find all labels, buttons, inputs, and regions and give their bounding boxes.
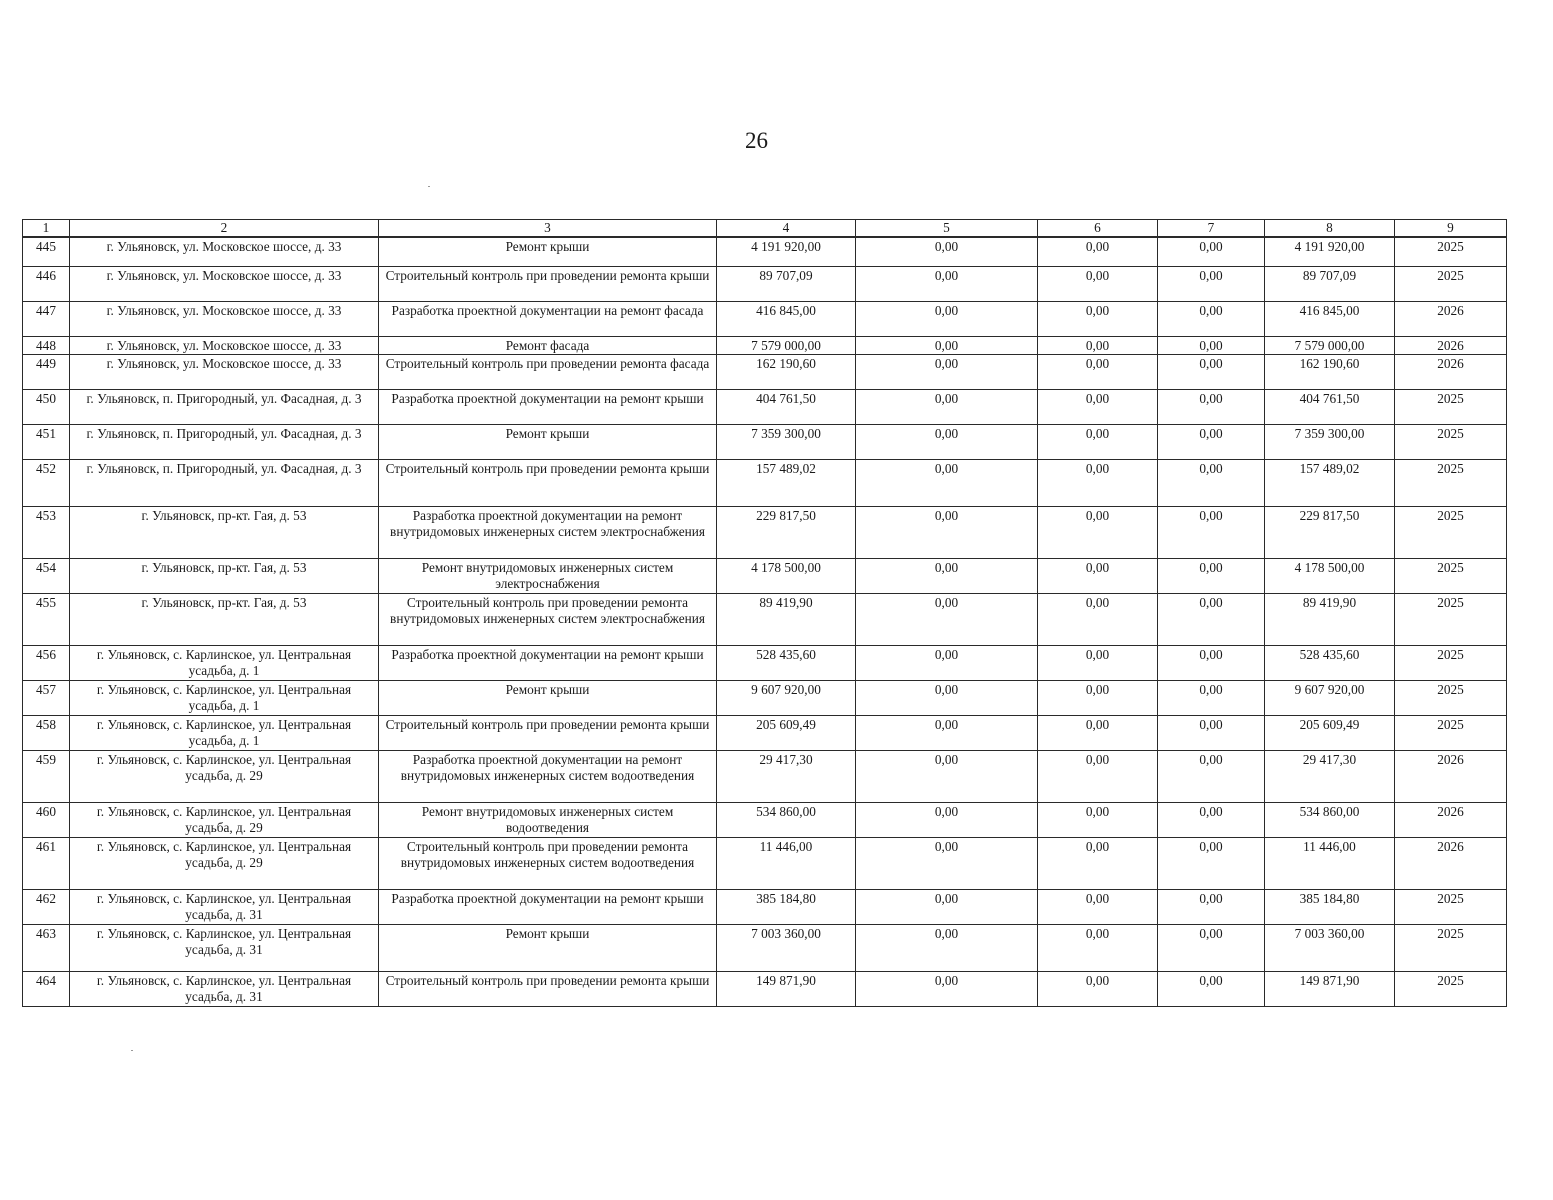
year-cell: 2026 (1395, 837, 1507, 889)
registry-table (22, 219, 1507, 1007)
amount-cell: 0,00 (856, 750, 1038, 802)
table-row (23, 301, 1507, 336)
address-cell: г. Ульяновск, с. Карлинское, ул. Центральная усадьба, д. 1 (70, 680, 379, 715)
year-cell: 2025 (1395, 506, 1507, 558)
table-row (23, 715, 1507, 750)
amount-cell: 0,00 (1158, 301, 1265, 336)
amount-cell: 0,00 (1038, 971, 1158, 1006)
amount-cell: 4 191 920,00 (717, 237, 856, 266)
amount-cell: 0,00 (1038, 389, 1158, 424)
year-cell: 2025 (1395, 645, 1507, 680)
amount-cell: 0,00 (1038, 558, 1158, 593)
column-header: 7 (1158, 220, 1265, 238)
work-type-cell: Строительный контроль при проведении ремонта крыши (379, 266, 717, 301)
row-number: 452 (23, 459, 70, 506)
work-type-cell: Строительный контроль при проведении ремонта внутридомовых инженерных систем водоотведения (379, 837, 717, 889)
amount-cell: 0,00 (1038, 237, 1158, 266)
address-cell: г. Ульяновск, ул. Московское шоссе, д. 33 (70, 336, 379, 354)
total-amount-cell: 89 419,90 (1265, 593, 1395, 645)
amount-cell: 0,00 (1158, 680, 1265, 715)
row-number: 456 (23, 645, 70, 680)
row-number: 458 (23, 715, 70, 750)
amount-cell: 0,00 (856, 237, 1038, 266)
work-type-cell: Ремонт крыши (379, 924, 717, 971)
amount-cell: 0,00 (1038, 459, 1158, 506)
column-header: 1 (23, 220, 70, 238)
amount-cell: 0,00 (1158, 389, 1265, 424)
amount-cell: 0,00 (1158, 354, 1265, 389)
table-header (23, 220, 1507, 238)
amount-cell: 0,00 (1158, 459, 1265, 506)
work-type-cell: Строительный контроль при проведении ремонта крыши (379, 971, 717, 1006)
amount-cell: 0,00 (856, 459, 1038, 506)
amount-cell: 0,00 (856, 389, 1038, 424)
table-row (23, 837, 1507, 889)
year-cell: 2026 (1395, 750, 1507, 802)
amount-cell: 0,00 (1038, 593, 1158, 645)
amount-cell: 0,00 (1158, 558, 1265, 593)
address-cell: г. Ульяновск, с. Карлинское, ул. Центральная усадьба, д. 1 (70, 715, 379, 750)
address-cell: г. Ульяновск, с. Карлинское, ул. Центральная усадьба, д. 31 (70, 924, 379, 971)
page-number: 26 (745, 128, 768, 153)
amount-cell: 0,00 (1158, 837, 1265, 889)
address-cell: г. Ульяновск, п. Пригородный, ул. Фасадная, д. 3 (70, 389, 379, 424)
work-type-cell: Разработка проектной документации на ремонт внутридомовых инженерных систем водоотведения (379, 750, 717, 802)
table-row (23, 645, 1507, 680)
amount-cell: 0,00 (856, 837, 1038, 889)
address-cell: г. Ульяновск, ул. Московское шоссе, д. 33 (70, 237, 379, 266)
total-amount-cell: 534 860,00 (1265, 802, 1395, 837)
amount-cell: 0,00 (1158, 750, 1265, 802)
year-cell: 2025 (1395, 889, 1507, 924)
amount-cell: 0,00 (1038, 424, 1158, 459)
amount-cell: 0,00 (1038, 715, 1158, 750)
total-amount-cell: 7 359 300,00 (1265, 424, 1395, 459)
work-type-cell: Разработка проектной документации на ремонт фасада (379, 301, 717, 336)
amount-cell: 4 178 500,00 (717, 558, 856, 593)
total-amount-cell: 7 579 000,00 (1265, 336, 1395, 354)
year-cell: 2026 (1395, 336, 1507, 354)
year-cell: 2025 (1395, 593, 1507, 645)
work-type-cell: Ремонт крыши (379, 424, 717, 459)
address-cell: г. Ульяновск, п. Пригородный, ул. Фасадная, д. 3 (70, 424, 379, 459)
amount-cell: 0,00 (856, 924, 1038, 971)
amount-cell: 0,00 (1158, 424, 1265, 459)
row-number: 450 (23, 389, 70, 424)
column-header: 5 (856, 220, 1038, 238)
amount-cell: 0,00 (856, 889, 1038, 924)
amount-cell: 0,00 (856, 506, 1038, 558)
table-row (23, 593, 1507, 645)
work-type-cell: Разработка проектной документации на ремонт внутридомовых инженерных систем электроснабжения (379, 506, 717, 558)
work-type-cell: Ремонт внутридомовых инженерных систем электроснабжения (379, 558, 717, 593)
row-number: 445 (23, 237, 70, 266)
row-number: 457 (23, 680, 70, 715)
amount-cell: 0,00 (1158, 802, 1265, 837)
total-amount-cell: 157 489,02 (1265, 459, 1395, 506)
amount-cell: 157 489,02 (717, 459, 856, 506)
amount-cell: 0,00 (856, 336, 1038, 354)
address-cell: г. Ульяновск, п. Пригородный, ул. Фасадная, д. 3 (70, 459, 379, 506)
address-cell: г. Ульяновск, ул. Московское шоссе, д. 33 (70, 354, 379, 389)
scan-speck (131, 1050, 133, 1051)
row-number: 447 (23, 301, 70, 336)
amount-cell: 0,00 (856, 645, 1038, 680)
year-cell: 2025 (1395, 971, 1507, 1006)
table-row (23, 889, 1507, 924)
address-cell: г. Ульяновск, с. Карлинское, ул. Центральная усадьба, д. 29 (70, 802, 379, 837)
amount-cell: 0,00 (856, 971, 1038, 1006)
table-row (23, 506, 1507, 558)
total-amount-cell: 528 435,60 (1265, 645, 1395, 680)
table-row (23, 924, 1507, 971)
work-type-cell: Разработка проектной документации на ремонт крыши (379, 889, 717, 924)
amount-cell: 0,00 (1038, 924, 1158, 971)
total-amount-cell: 11 446,00 (1265, 837, 1395, 889)
work-type-cell: Разработка проектной документации на ремонт крыши (379, 645, 717, 680)
row-number: 460 (23, 802, 70, 837)
work-type-cell: Разработка проектной документации на ремонт крыши (379, 389, 717, 424)
year-cell: 2026 (1395, 802, 1507, 837)
amount-cell: 205 609,49 (717, 715, 856, 750)
total-amount-cell: 385 184,80 (1265, 889, 1395, 924)
row-number: 446 (23, 266, 70, 301)
row-number: 464 (23, 971, 70, 1006)
table-row (23, 558, 1507, 593)
year-cell: 2025 (1395, 237, 1507, 266)
work-type-cell: Строительный контроль при проведении ремонта крыши (379, 715, 717, 750)
row-number: 459 (23, 750, 70, 802)
year-cell: 2026 (1395, 301, 1507, 336)
column-header: 8 (1265, 220, 1395, 238)
amount-cell: 0,00 (1038, 506, 1158, 558)
amount-cell: 0,00 (1158, 645, 1265, 680)
amount-cell: 7 579 000,00 (717, 336, 856, 354)
amount-cell: 0,00 (1038, 336, 1158, 354)
address-cell: г. Ульяновск, с. Карлинское, ул. Центральная усадьба, д. 29 (70, 837, 379, 889)
amount-cell: 89 707,09 (717, 266, 856, 301)
work-type-cell: Строительный контроль при проведении ремонта крыши (379, 459, 717, 506)
amount-cell: 0,00 (856, 802, 1038, 837)
year-cell: 2025 (1395, 459, 1507, 506)
total-amount-cell: 4 178 500,00 (1265, 558, 1395, 593)
table-row (23, 354, 1507, 389)
year-cell: 2025 (1395, 924, 1507, 971)
amount-cell: 528 435,60 (717, 645, 856, 680)
table-row (23, 802, 1507, 837)
row-number: 463 (23, 924, 70, 971)
column-header: 2 (70, 220, 379, 238)
address-cell: г. Ульяновск, с. Карлинское, ул. Центральная усадьба, д. 29 (70, 750, 379, 802)
amount-cell: 0,00 (1158, 593, 1265, 645)
amount-cell: 0,00 (1038, 837, 1158, 889)
amount-cell: 0,00 (1038, 889, 1158, 924)
row-number: 451 (23, 424, 70, 459)
amount-cell: 404 761,50 (717, 389, 856, 424)
table-row (23, 336, 1507, 354)
amount-cell: 0,00 (1158, 266, 1265, 301)
total-amount-cell: 4 191 920,00 (1265, 237, 1395, 266)
amount-cell: 0,00 (1158, 971, 1265, 1006)
year-cell: 2025 (1395, 715, 1507, 750)
row-number: 461 (23, 837, 70, 889)
amount-cell: 0,00 (1038, 680, 1158, 715)
column-header: 6 (1038, 220, 1158, 238)
address-cell: г. Ульяновск, ул. Московское шоссе, д. 33 (70, 301, 379, 336)
total-amount-cell: 416 845,00 (1265, 301, 1395, 336)
row-number: 454 (23, 558, 70, 593)
column-header: 4 (717, 220, 856, 238)
total-amount-cell: 29 417,30 (1265, 750, 1395, 802)
table-row (23, 971, 1507, 1006)
table-row (23, 424, 1507, 459)
amount-cell: 0,00 (856, 593, 1038, 645)
amount-cell: 149 871,90 (717, 971, 856, 1006)
table-row (23, 750, 1507, 802)
total-amount-cell: 162 190,60 (1265, 354, 1395, 389)
total-amount-cell: 404 761,50 (1265, 389, 1395, 424)
total-amount-cell: 7 003 360,00 (1265, 924, 1395, 971)
total-amount-cell: 9 607 920,00 (1265, 680, 1395, 715)
amount-cell: 11 446,00 (717, 837, 856, 889)
amount-cell: 0,00 (1038, 301, 1158, 336)
table-row (23, 389, 1507, 424)
amount-cell: 0,00 (1158, 237, 1265, 266)
table-row (23, 680, 1507, 715)
work-type-cell: Ремонт фасада (379, 336, 717, 354)
work-type-cell: Строительный контроль при проведении ремонта внутридомовых инженерных систем электроснабжения (379, 593, 717, 645)
year-cell: 2025 (1395, 266, 1507, 301)
work-type-cell: Строительный контроль при проведении ремонта фасада (379, 354, 717, 389)
amount-cell: 0,00 (856, 424, 1038, 459)
amount-cell: 0,00 (1158, 336, 1265, 354)
amount-cell: 162 190,60 (717, 354, 856, 389)
amount-cell: 0,00 (856, 266, 1038, 301)
column-header: 9 (1395, 220, 1507, 238)
address-cell: г. Ульяновск, пр-кт. Гая, д. 53 (70, 558, 379, 593)
row-number: 449 (23, 354, 70, 389)
table-body (23, 237, 1507, 1006)
amount-cell: 7 359 300,00 (717, 424, 856, 459)
work-type-cell: Ремонт крыши (379, 680, 717, 715)
total-amount-cell: 149 871,90 (1265, 971, 1395, 1006)
amount-cell: 0,00 (1038, 266, 1158, 301)
amount-cell: 0,00 (1038, 354, 1158, 389)
year-cell: 2025 (1395, 558, 1507, 593)
address-cell: г. Ульяновск, пр-кт. Гая, д. 53 (70, 506, 379, 558)
row-number: 448 (23, 336, 70, 354)
amount-cell: 534 860,00 (717, 802, 856, 837)
work-type-cell: Ремонт внутридомовых инженерных систем водоотведения (379, 802, 717, 837)
amount-cell: 9 607 920,00 (717, 680, 856, 715)
amount-cell: 0,00 (1158, 889, 1265, 924)
total-amount-cell: 89 707,09 (1265, 266, 1395, 301)
address-cell: г. Ульяновск, ул. Московское шоссе, д. 33 (70, 266, 379, 301)
row-number: 453 (23, 506, 70, 558)
amount-cell: 0,00 (1158, 715, 1265, 750)
amount-cell: 89 419,90 (717, 593, 856, 645)
year-cell: 2025 (1395, 389, 1507, 424)
year-cell: 2026 (1395, 354, 1507, 389)
column-header: 3 (379, 220, 717, 238)
amount-cell: 229 817,50 (717, 506, 856, 558)
amount-cell: 416 845,00 (717, 301, 856, 336)
table-row (23, 237, 1507, 266)
total-amount-cell: 205 609,49 (1265, 715, 1395, 750)
amount-cell: 0,00 (856, 715, 1038, 750)
work-type-cell: Ремонт крыши (379, 237, 717, 266)
amount-cell: 0,00 (1158, 924, 1265, 971)
amount-cell: 7 003 360,00 (717, 924, 856, 971)
amount-cell: 0,00 (856, 680, 1038, 715)
year-cell: 2025 (1395, 680, 1507, 715)
amount-cell: 0,00 (1038, 802, 1158, 837)
address-cell: г. Ульяновск, с. Карлинское, ул. Центральная усадьба, д. 31 (70, 971, 379, 1006)
amount-cell: 0,00 (1158, 506, 1265, 558)
amount-cell: 0,00 (856, 354, 1038, 389)
amount-cell: 385 184,80 (717, 889, 856, 924)
amount-cell: 0,00 (856, 301, 1038, 336)
amount-cell: 0,00 (1038, 750, 1158, 802)
scan-speck (428, 186, 430, 187)
address-cell: г. Ульяновск, с. Карлинское, ул. Центральная усадьба, д. 1 (70, 645, 379, 680)
table-row (23, 266, 1507, 301)
amount-cell: 0,00 (1038, 645, 1158, 680)
year-cell: 2025 (1395, 424, 1507, 459)
address-cell: г. Ульяновск, с. Карлинское, ул. Центральная усадьба, д. 31 (70, 889, 379, 924)
table-row (23, 459, 1507, 506)
total-amount-cell: 229 817,50 (1265, 506, 1395, 558)
amount-cell: 0,00 (856, 558, 1038, 593)
amount-cell: 29 417,30 (717, 750, 856, 802)
row-number: 455 (23, 593, 70, 645)
address-cell: г. Ульяновск, пр-кт. Гая, д. 53 (70, 593, 379, 645)
row-number: 462 (23, 889, 70, 924)
